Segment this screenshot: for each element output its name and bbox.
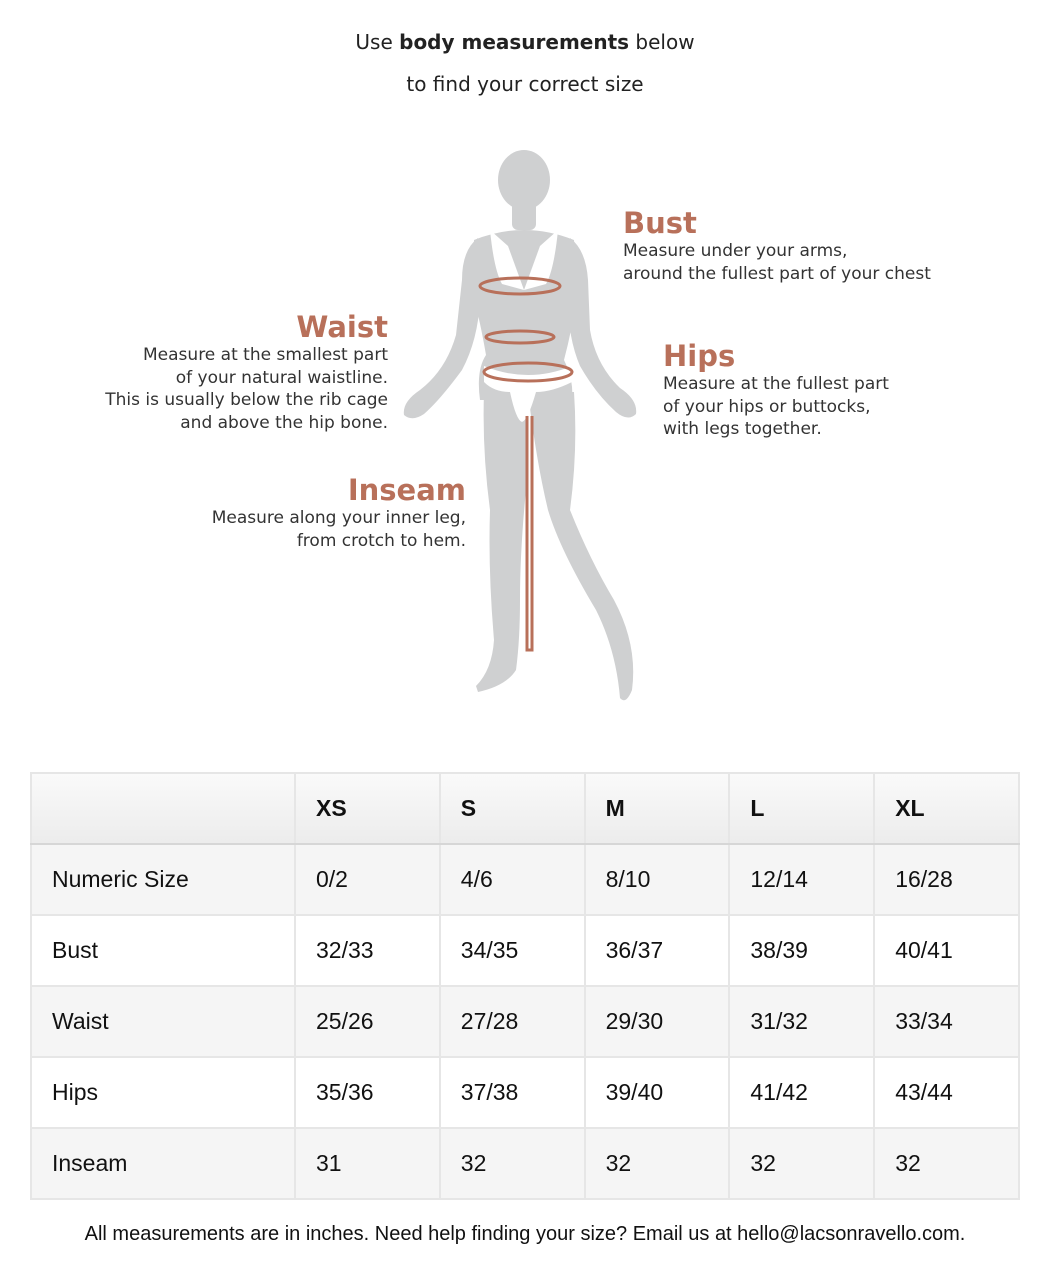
intro-line-1: Use body measurements below [355,30,695,54]
table-header-cell: XS [295,773,440,844]
row-label: Bust [31,915,295,986]
callout-description: Measure under your arms, around the fullest part of your chest [623,241,931,284]
table-cell: 32 [585,1128,730,1199]
callout-description: Measure at the smallest part of your natural waistline. This is usually below the rib cage and above the hip bone. [105,345,388,433]
table-cell: 8/10 [585,844,730,915]
table-cell: 34/35 [440,915,585,986]
table-cell: 32/33 [295,915,440,986]
row-label: Numeric Size [31,844,295,915]
row-label: Inseam [31,1128,295,1199]
table-row [31,986,1019,1057]
table-header-cell: S [440,773,585,844]
table-cell: 31 [295,1128,440,1199]
table-cell: 31/32 [729,986,874,1057]
callout-title: Bust [623,206,697,240]
table-cell: 12/14 [729,844,874,915]
table-cell: 38/39 [729,915,874,986]
table-cell: 16/28 [874,844,1019,915]
table-cell: 36/37 [585,915,730,986]
callout-title: Inseam [347,473,466,507]
table-cell: 0/2 [295,844,440,915]
table-header-cell [31,773,295,844]
table-cell: 32 [440,1128,585,1199]
callout-description: Measure along your inner leg, from crotch to hem. [211,508,466,551]
row-label: Waist [31,986,295,1057]
table-cell: 39/40 [585,1057,730,1128]
table-cell: 27/28 [440,986,585,1057]
table-cell: 43/44 [874,1057,1019,1128]
table-header-cell: M [585,773,730,844]
table-cell: 25/26 [295,986,440,1057]
table-row [31,1057,1019,1128]
row-label: Hips [31,1057,295,1128]
size-chart-table [30,772,1020,1200]
intro-line-2: to find your correct size [406,72,644,96]
table-cell: 4/6 [440,844,585,915]
table-cell: 32 [874,1128,1019,1199]
table-cell: 41/42 [729,1057,874,1128]
measurement-figure [0,130,1050,730]
table-cell: 35/36 [295,1057,440,1128]
callout-inseam [160,473,466,552]
table-row [31,844,1019,915]
intro-bold: body measurements [399,30,630,54]
table-cell: 29/30 [585,986,730,1057]
table-cell: 37/38 [440,1057,585,1128]
table-header-row [31,773,1019,844]
table-cell: 33/34 [874,986,1019,1057]
table-header-cell: XL [874,773,1019,844]
table-row [31,915,1019,986]
footer-note: All measurements are in inches. Need help finding your size? Email us at hello@lacsonravello.com. [84,1223,966,1245]
table-cell: 40/41 [874,915,1019,986]
callout-hips [663,339,889,441]
callout-waist [80,310,388,434]
callout-description: Measure at the fullest part of your hips or buttocks, with legs together. [663,374,889,439]
callout-title: Waist [296,310,388,344]
table-header-cell: L [729,773,874,844]
callout-title: Hips [663,339,736,373]
table-cell: 32 [729,1128,874,1199]
table-row [31,1128,1019,1199]
callout-bust [623,206,931,285]
